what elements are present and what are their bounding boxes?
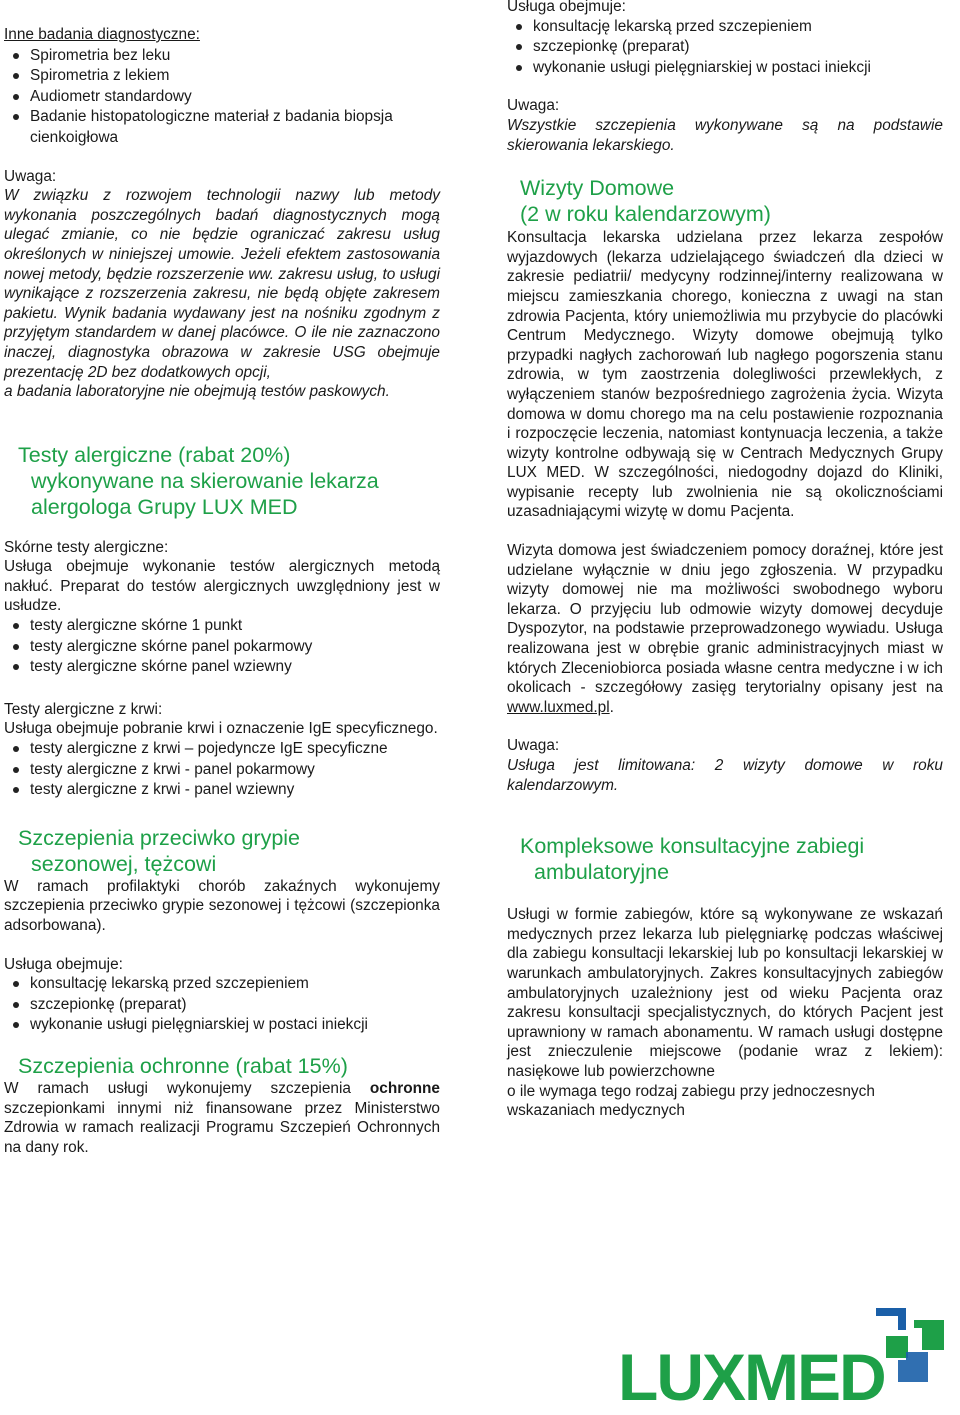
right-column bbox=[507, 0, 943, 1121]
diag-heading: Inne badania diagnostyczne: bbox=[4, 26, 200, 43]
list-item: testy alergiczne z krwi – pojedyncze IgE specyficzne bbox=[4, 739, 440, 760]
list-item: testy alergiczne z krwi - panel wziewny bbox=[4, 780, 440, 801]
list-item: konsultację lekarską przed szczepieniem bbox=[4, 974, 440, 995]
luxmed-logo bbox=[618, 1300, 948, 1410]
home-text-2: Wizyta domowa jest świadczeniem pomocy doraźnej, które jest udzielane wyłącznie w dniu jego zgłoszenia. W przypadku wizyty domowej nie ma możliwości swobodnego wyboru lekarza. O przyjęciu lub odmowie wizyty domowej decyduje Dyspozytor, na podstawie przeprowadzonego wywiadu. Usługa realizowana jest w obrębie granic administracyjnych miast w których Zleceniobiorca posiada własne centra medyczne i w ich okolicach - szczegółowy zasięg terytorialny opisany jest na www.luxmed.pl. bbox=[507, 542, 943, 716]
cross-emblem-icon bbox=[876, 1308, 944, 1382]
amb-title: Kompleksowe konsultacyjne zabiegi ambulatoryjne bbox=[520, 834, 865, 885]
protect-title: Szczepienia ochronne (rabat 15%) bbox=[18, 1053, 348, 1078]
note2-label: Uwaga: bbox=[507, 737, 560, 755]
home-title: Wizyty Domowe (2 w roku kalendarzowym) bbox=[520, 176, 771, 227]
allergy-title: Testy alergiczne (rabat 20%) wykonywane na skierowanie lekarza alergologa Grupy LUX MED bbox=[18, 442, 379, 519]
logo-wordmark: LUXMED bbox=[618, 1340, 885, 1410]
list-item: testy alergiczne skórne panel wziewny bbox=[4, 657, 440, 678]
note2-text: Usługa jest limitowana: 2 wizyty domowe w roku kalendarzowym. bbox=[507, 757, 943, 794]
blood-list bbox=[4, 739, 440, 801]
includes-heading: Usługa obejmuje: bbox=[507, 0, 626, 15]
amb-text-2: o ile wymaga tego rodzaj zabiegu przy jednoczesnych wskazaniach medycznych bbox=[507, 1082, 875, 1120]
note-label: Uwaga: bbox=[4, 167, 57, 185]
list-item: szczepionkę (preparat) bbox=[4, 995, 440, 1016]
vacc-list bbox=[4, 974, 440, 1036]
note-label: Uwaga: bbox=[507, 97, 560, 115]
list-item: konsultację lekarską przed szczepieniem bbox=[507, 17, 943, 38]
skin-heading: Skórne testy alergiczne: bbox=[4, 538, 169, 556]
list-item: Spirometria z lekiem bbox=[4, 66, 440, 87]
vacc-includes: Usługa obejmuje: bbox=[4, 955, 123, 973]
list-item: wykonanie usługi pielęgniarskiej w postaci iniekcji bbox=[4, 1015, 440, 1036]
list-item: testy alergiczne z krwi - panel pokarmowy bbox=[4, 760, 440, 781]
skin-list bbox=[4, 616, 440, 678]
note-text: Wszystkie szczepienia wykonywane są na podstawie skierowania lekarskiego. bbox=[507, 116, 943, 154]
luxmed-link[interactable]: www.luxmed.pl bbox=[507, 698, 610, 716]
diag-list bbox=[4, 46, 440, 149]
luxmed-logo-graphic bbox=[618, 1300, 948, 1410]
list-item: szczepionkę (preparat) bbox=[507, 37, 943, 58]
vacc-text: W ramach profilaktyki chorób zakaźnych wykonujemy szczepienia przeciwko grypie sezonowej i tężcowi (szczepionka adsorbowana). bbox=[4, 877, 440, 934]
list-item: wykonanie usługi pielęgniarskiej w postaci iniekcji bbox=[507, 58, 943, 79]
note-last: a badania laboratoryjne nie obejmują testów paskowych. bbox=[4, 383, 390, 401]
blood-text: Usługa obejmuje pobranie krwi i oznaczenie IgE specyficznego. bbox=[4, 720, 438, 738]
amb-text: Usługi w formie zabiegów, które są wykonywane ze wskazań medycznych przez lekarza lub pielęgniarkę podczas właściwej dla zabiegu konsultacji lekarskiej lub po konsultacji lekarskiej w warunkach ambulatoryjnych. Zakres konsultacyjnych zabiegów ambulatoryjnych uzależniony jest od wieku Pacjenta oraz zakresu konsultacji specjalistycznych, do których Pacjent jest uprawniony w ramach abonamentu. W ramach usługi dostępne jest znieczulenie miejscowe (podanie wraz z lekiem): nasiękowe lub powierzchowne bbox=[507, 906, 943, 1080]
includes-list bbox=[507, 17, 943, 79]
vacc-title: Szczepienia przeciwko grypie sezonowej, tężcowi bbox=[18, 825, 301, 876]
left-column bbox=[4, 0, 440, 1157]
skin-text: Usługa obejmuje wykonanie testów alergicznych metodą nakłuć. Preparat do testów alergicznych uwzględniony jest w usłudze. bbox=[4, 558, 440, 615]
list-item: Spirometria bez leku bbox=[4, 46, 440, 67]
list-item: testy alergiczne skórne panel pokarmowy bbox=[4, 637, 440, 658]
list-item: testy alergiczne skórne 1 punkt bbox=[4, 616, 440, 637]
list-item: Badanie histopatologiczne materiał z badania biopsja cienkoigłowa bbox=[4, 107, 440, 148]
protect-text: W ramach usługi wykonujemy szczepienia ochronne szczepionkami innymi niż finansowane przez Ministerstwo Zdrowia w ramach realizacji Programu Szczepień Ochronnych na dany rok. bbox=[4, 1079, 440, 1156]
blood-heading: Testy alergiczne z krwi: bbox=[4, 700, 163, 718]
list-item: Audiometr standardowy bbox=[4, 87, 440, 108]
home-text: Konsultacja lekarska udzielana przez lekarza zespołów wyjazdowych (lekarza udzielającego świadczeń dla dzieci w zakresie pediatrii/ medycyny rodzinnej/interny realizowana w miejscu zamieszkania chorego, konieczna z uwagi na stan zdrowia Pacjenta, który uniemożliwia mu przybycie do placówki Centrum Medycznego. Wizyty domowe obejmują tylko przypadki nagłych zachorowań lub nagłego pogorszenia stanu zdrowia, w tym zaostrzenia dolegliwości przewlekłych, z wyłączeniem stanów bezpośredniego zagrożenia życia. Wizyta domowa w domu chorego ma na celu postawienie rozpoznania i rozpoczęcie leczenia, natomiast kontynuacja leczenia, a także wizyty kontrolne odbywają się w Centrach Medycznych Grupy LUX MED. W szczególności, niedogodny dojazd do Kliniki, wypisanie recepty lub zwolnienia nie są okolicznościami uzasadniającymi wizytę w domu Pacjenta. bbox=[507, 229, 943, 521]
note-text: W związku z rozwojem technologii nazwy lub metody wykonania poszczególnych badań diagnostycznych mogą ulegać zmianie, co nie będzie ograniczać zakresu usług określonych w niniejszej umowie. Jeżeli efektem zastosowania nowej metody, będzie rozszerzenie ww. zakresu usług, to usługi wynikające z rozszerzenia zakresu, nie będą objęte zakresem pakietu. Wynik badania wydawany jest na nośniku zgodnym z przyjętym standardem w danej placówce. O ile nie zaznaczono inaczej, diagnostyka obrazowa w zakresie USG obejmuje prezentację 2D bez dodatkowych opcji, bbox=[4, 187, 440, 381]
